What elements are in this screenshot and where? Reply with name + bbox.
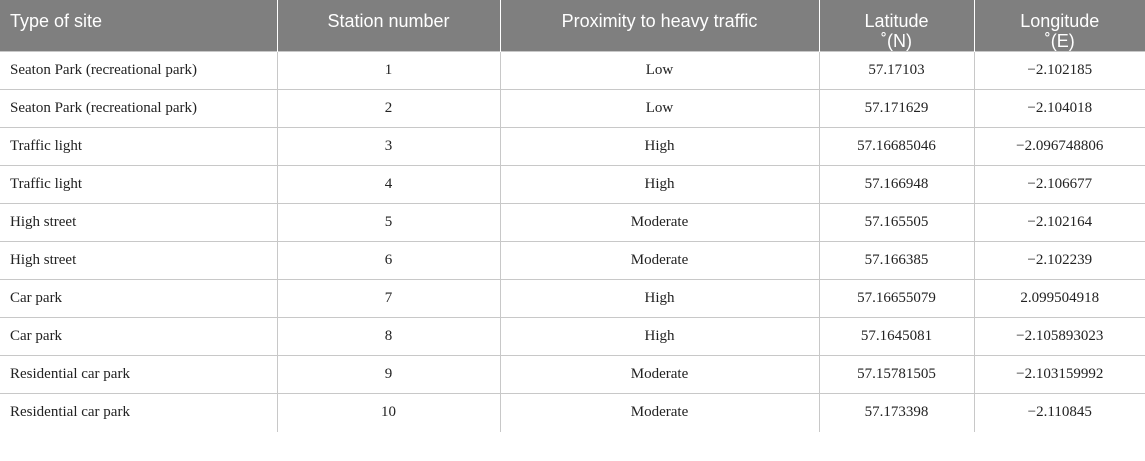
site-type-cell: Car park: [0, 318, 277, 356]
longitude-cell: −2.103159992: [974, 356, 1145, 394]
latitude-cell: 57.16685046: [819, 128, 974, 166]
latitude-cell: 57.166948: [819, 166, 974, 204]
table-row: [0, 128, 1145, 166]
station-number-cell: 6: [277, 242, 500, 280]
proximity-cell: Moderate: [500, 356, 819, 394]
site-type-cell: Traffic light: [0, 128, 277, 166]
table-row: [0, 242, 1145, 280]
proximity-cell: Low: [500, 90, 819, 128]
station-number-cell: 3: [277, 128, 500, 166]
latitude-cell: 57.1645081: [819, 318, 974, 356]
station-number-cell: 7: [277, 280, 500, 318]
table-row: [0, 166, 1145, 204]
table-header: [0, 0, 1145, 52]
latitude-cell: 57.17103: [819, 52, 974, 90]
station-number-cell: 5: [277, 204, 500, 242]
latitude-cell: 57.15781505: [819, 356, 974, 394]
station-number-cell: 8: [277, 318, 500, 356]
header-type-of-site: Type of site: [0, 0, 277, 52]
proximity-cell: Moderate: [500, 242, 819, 280]
proximity-cell: Moderate: [500, 204, 819, 242]
longitude-cell: −2.096748806: [974, 128, 1145, 166]
header-longitude: Longitude ˚(E): [974, 0, 1145, 52]
site-type-cell: Car park: [0, 280, 277, 318]
header-proximity: Proximity to heavy traffic: [500, 0, 819, 52]
longitude-cell: −2.102164: [974, 204, 1145, 242]
proximity-cell: High: [500, 128, 819, 166]
longitude-cell: −2.104018: [974, 90, 1145, 128]
table-body: [0, 52, 1145, 432]
site-type-cell: High street: [0, 242, 277, 280]
table-row: [0, 204, 1145, 242]
table-row: [0, 52, 1145, 90]
longitude-cell: −2.105893023: [974, 318, 1145, 356]
latitude-cell: 57.173398: [819, 394, 974, 432]
station-number-cell: 2: [277, 90, 500, 128]
proximity-cell: Low: [500, 52, 819, 90]
site-type-cell: Residential car park: [0, 356, 277, 394]
longitude-cell: −2.110845: [974, 394, 1145, 432]
station-number-cell: 1: [277, 52, 500, 90]
latitude-cell: 57.166385: [819, 242, 974, 280]
site-type-cell: Seaton Park (recreational park): [0, 90, 277, 128]
longitude-cell: −2.102185: [974, 52, 1145, 90]
header-latitude: Latitude ˚(N): [819, 0, 974, 52]
header-row: [0, 0, 1145, 52]
site-type-cell: Traffic light: [0, 166, 277, 204]
proximity-cell: Moderate: [500, 394, 819, 432]
latitude-cell: 57.16655079: [819, 280, 974, 318]
station-number-cell: 4: [277, 166, 500, 204]
station-number-cell: 10: [277, 394, 500, 432]
latitude-cell: 57.165505: [819, 204, 974, 242]
site-type-cell: High street: [0, 204, 277, 242]
table-row: [0, 394, 1145, 432]
latitude-cell: 57.171629: [819, 90, 974, 128]
site-type-cell: Seaton Park (recreational park): [0, 52, 277, 90]
site-type-cell: Residential car park: [0, 394, 277, 432]
proximity-cell: High: [500, 166, 819, 204]
header-station-number: Station number: [277, 0, 500, 52]
table-row: [0, 356, 1145, 394]
table-row: [0, 90, 1145, 128]
longitude-cell: 2.099504918: [974, 280, 1145, 318]
table-row: [0, 280, 1145, 318]
table-row: [0, 318, 1145, 356]
proximity-cell: High: [500, 318, 819, 356]
longitude-cell: −2.106677: [974, 166, 1145, 204]
proximity-cell: High: [500, 280, 819, 318]
longitude-cell: −2.102239: [974, 242, 1145, 280]
station-number-cell: 9: [277, 356, 500, 394]
